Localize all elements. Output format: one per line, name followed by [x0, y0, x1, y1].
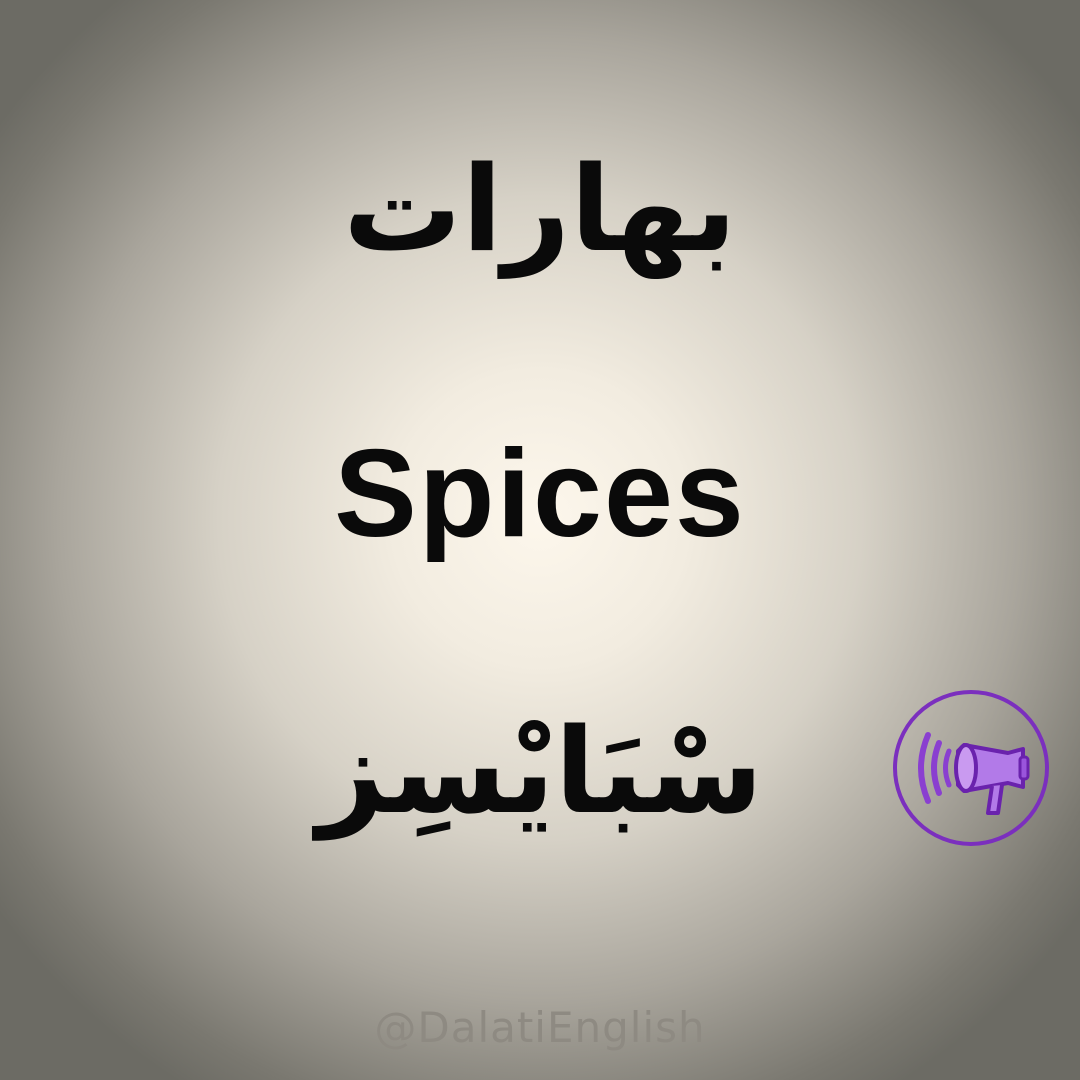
megaphone-tip	[1020, 757, 1028, 779]
sound-wave-icon	[946, 751, 950, 785]
watermark-handle: @DalatiEnglish	[374, 1003, 706, 1052]
english-word: Spices	[334, 425, 746, 563]
megaphone-handle	[988, 785, 1002, 813]
megaphone-bell	[956, 745, 976, 791]
sound-wave-icon	[921, 735, 928, 801]
pronunciation-text: سْبَايْسِز	[316, 702, 764, 840]
sound-wave-icon	[934, 743, 939, 793]
megaphone-icon[interactable]	[892, 689, 1050, 847]
arabic-word: بهارات	[343, 140, 737, 278]
